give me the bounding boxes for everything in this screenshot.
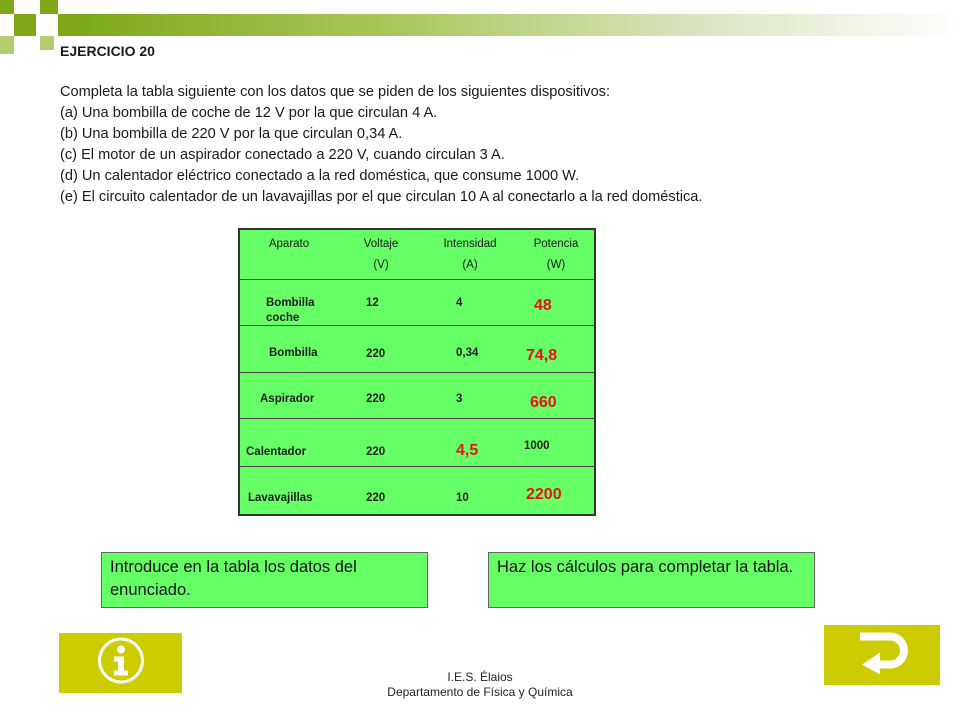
header-label: Aparato (268, 238, 310, 250)
header-label: Voltaje (363, 238, 399, 250)
answer-potencia: 48 (534, 297, 552, 314)
cell-aparato: Aspirador (260, 393, 315, 405)
cell-intensidad: 10 (456, 492, 469, 504)
cell-intensidad: 4 (456, 297, 463, 309)
instruction-box-right[interactable]: Haz los cálculos para completar la tabla. (488, 552, 815, 608)
header-aparato (254, 234, 324, 255)
instruction-box-left[interactable]: Introduce en la tabla los datos del enunciado. (101, 552, 428, 608)
row-divider (240, 372, 594, 373)
header-label: Potencia (533, 238, 579, 250)
statement-line: (d) Un calentador eléctrico conectado a la red doméstica, que consume 1000 W. (60, 168, 580, 184)
aparato-line: Bombilla (266, 297, 315, 309)
aparato-line: coche (266, 312, 300, 324)
header-square (14, 14, 36, 36)
header-square (58, 14, 80, 36)
answer-intensidad: 4,5 (456, 442, 479, 459)
header-unit: (W) (546, 259, 566, 271)
cell-intensidad: 0,34 (456, 347, 479, 359)
header-voltaje (346, 234, 416, 276)
header-square (40, 36, 54, 50)
row-divider (240, 279, 594, 280)
cell-aparato: Bombilla (269, 347, 318, 359)
header-unit: (V) (373, 259, 389, 271)
cell-voltaje: 220 (366, 446, 386, 458)
cell-voltaje: 12 (366, 297, 379, 309)
info-button[interactable] (59, 633, 182, 693)
answer-potencia: 2200 (526, 486, 562, 503)
statement-line: (b) Una bombilla de 220 V por la que circulan 0,34 A. (60, 126, 403, 142)
statement-line: Completa la tabla siguiente con los datos que se piden de los siguientes dispositivos: (60, 84, 611, 100)
cell-voltaje: 220 (366, 348, 386, 360)
cell-potencia: 1000 (524, 440, 550, 452)
header-unit: (A) (462, 259, 478, 271)
header-square (0, 36, 14, 54)
answer-potencia: 74,8 (526, 347, 558, 364)
devices-table (238, 228, 596, 516)
cell-aparato (266, 296, 315, 326)
exercise-statement (60, 82, 702, 208)
header-intensidad (430, 234, 510, 276)
statement-line: (a) Una bombilla de coche de 12 V por la que circulan 4 A. (60, 105, 438, 121)
header-square (40, 0, 58, 14)
cell-voltaje: 220 (366, 492, 386, 504)
cell-voltaje: 220 (366, 393, 386, 405)
header-square (0, 0, 14, 14)
cell-intensidad: 3 (456, 393, 463, 405)
cell-aparato: Calentador (246, 446, 307, 458)
footer-department: Departamento de Física y Química (387, 685, 573, 699)
header-gradient-bar (80, 14, 960, 36)
cell-aparato: Lavavajillas (248, 492, 313, 504)
statement-line: (e) El circuito calentador de un lavavajillas por el que circulan 10 A al conectarlo a la red doméstica. (60, 189, 703, 205)
answer-potencia: 660 (530, 394, 557, 411)
header-potencia (516, 234, 596, 276)
row-divider (240, 466, 594, 467)
header-label: Intensidad (443, 238, 497, 250)
footer-school: I.E.S. Élaios (447, 670, 513, 684)
row-divider (240, 418, 594, 419)
statement-line: (c) El motor de un aspirador conectado a 220 V, cuando circulan 3 A. (60, 147, 505, 163)
exercise-title: EJERCICIO 20 (60, 43, 155, 59)
